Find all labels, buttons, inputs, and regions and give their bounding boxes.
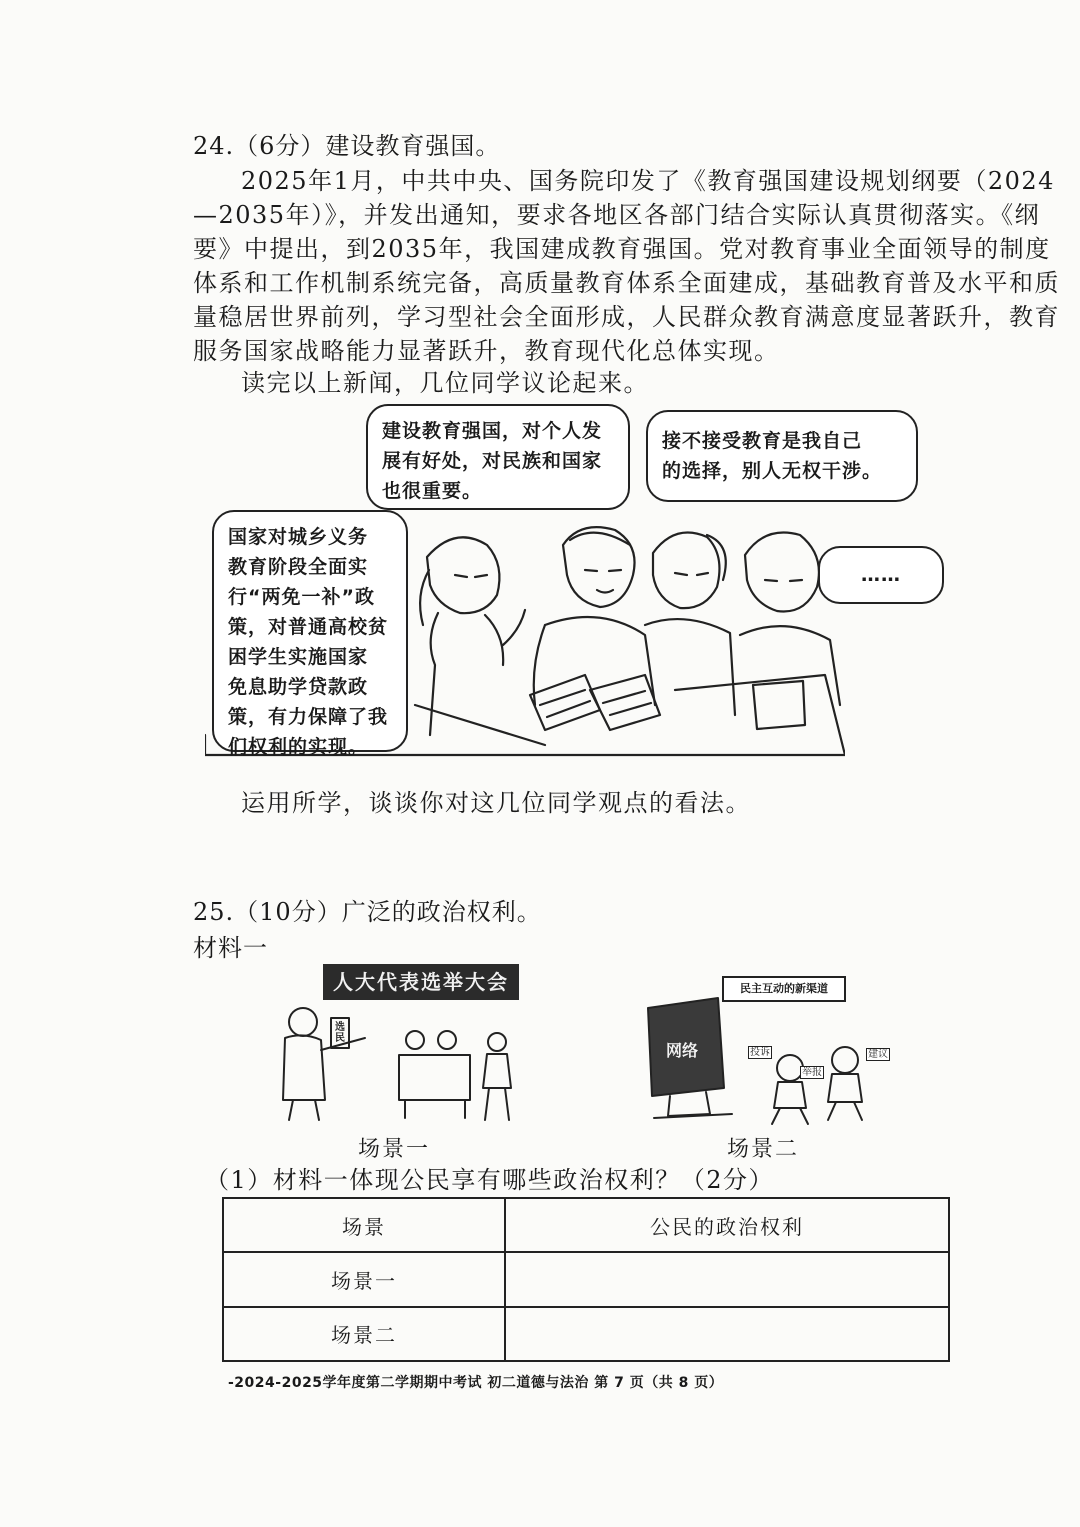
header-rights: 公民的政治权利 [505,1198,949,1252]
bubble-line: 展有好处，对民族和国家 [382,450,603,472]
paragraph-line: 量稳居世界前列，学习型社会全面形成，人民群众教育满意度显著跃升，教育 [193,303,1060,331]
bubble-line: 接不接受教育是我自己 [662,430,863,452]
material-label: 材料一 [193,934,268,962]
answer-cell[interactable] [505,1252,949,1306]
scene-two-label: 场景二 [727,1137,800,1162]
bubble-line: 的选择，别人无权干涉。 [662,460,883,482]
speech-bubble-center [366,404,630,510]
paragraph-line: 要》中提出，到2035年，我国建成教育强国。党对教育事业全面领导的制度 [193,235,1051,263]
bubble-line: 也很重要。 [382,480,483,502]
q24-title: 24.（6分）建设教育强国。 [193,132,501,160]
q24-intro: 读完以上新闻，几位同学议论起来。 [241,369,649,397]
scene-one-drawing [275,960,525,1130]
bubble-line: 国家对城乡义务 [228,526,369,548]
row-scene-label: 场景一 [223,1252,505,1306]
answer-cell[interactable] [505,1307,949,1361]
bubble-line: 策，对普通高校贫 [228,616,389,638]
election-banner: 人大代表选举大会 [323,964,519,1000]
paragraph-line: —2035年）》，并发出通知，要求各地区各部门结合实际认真贯彻落实。《纲 [193,201,1041,229]
complaint-card: 投诉 [750,1047,770,1058]
speech-bubble-right [646,410,918,502]
page-footer: -2024-2025学年度第二学期期中考试 初二道德与法治 第 7 页（共 8 页） [228,1375,724,1391]
header-scene: 场景 [223,1198,505,1252]
network-screen-text: 网络 [666,1041,699,1060]
voter-sign: 选民 [335,1022,345,1044]
scene-one-illustration [275,960,525,1130]
table-row [223,1307,949,1361]
table-header-row [223,1198,949,1252]
suggestion-card: 建议 [868,1049,888,1060]
scene-one-label: 场景一 [358,1137,431,1162]
speech-bubble-far-right [818,546,944,604]
channel-sign: 民主互动的新渠道 [722,976,846,1002]
q24-question: 运用所学，谈谈你对这几位同学观点的看法。 [241,789,751,817]
paragraph-line: 2025年1月，中共中央、国务院印发了《教育强国建设规划纲要（2024 [241,167,1055,195]
paragraph-line: 体系和工作机制系统完备，高质量教育体系全面建成，基础教育普及水平和质 [193,269,1060,297]
bubble-line: 行“两免一补”政 [228,586,375,608]
bubble-line: 困学生实施国家 [228,646,369,668]
bubble-line: …… [861,564,901,586]
row-scene-label: 场景二 [223,1307,505,1361]
bubble-line: 免息助学贷款政 [228,676,369,698]
bubble-line: 们权利的实现。 [228,736,369,758]
speech-bubble-left [212,510,408,758]
paragraph-line: 服务国家战略能力显著跃升，教育现代化总体实现。 [193,337,780,365]
q25-title: 25.（10分）广泛的政治权利。 [193,898,542,926]
table-row [223,1252,949,1306]
report-card: 举报 [802,1067,822,1078]
answer-table [222,1197,950,1362]
q24-paragraph [193,164,1060,368]
scene-two-illustration [640,968,900,1128]
bubble-line: 教育阶段全面实 [228,556,369,578]
bubble-line: 建设教育强国，对个人发 [382,420,603,442]
q25-sub-question: （1）材料一体现公民享有哪些政治权利？（2分） [205,1166,775,1194]
bubble-line: 策，有力保障了我 [228,706,389,728]
